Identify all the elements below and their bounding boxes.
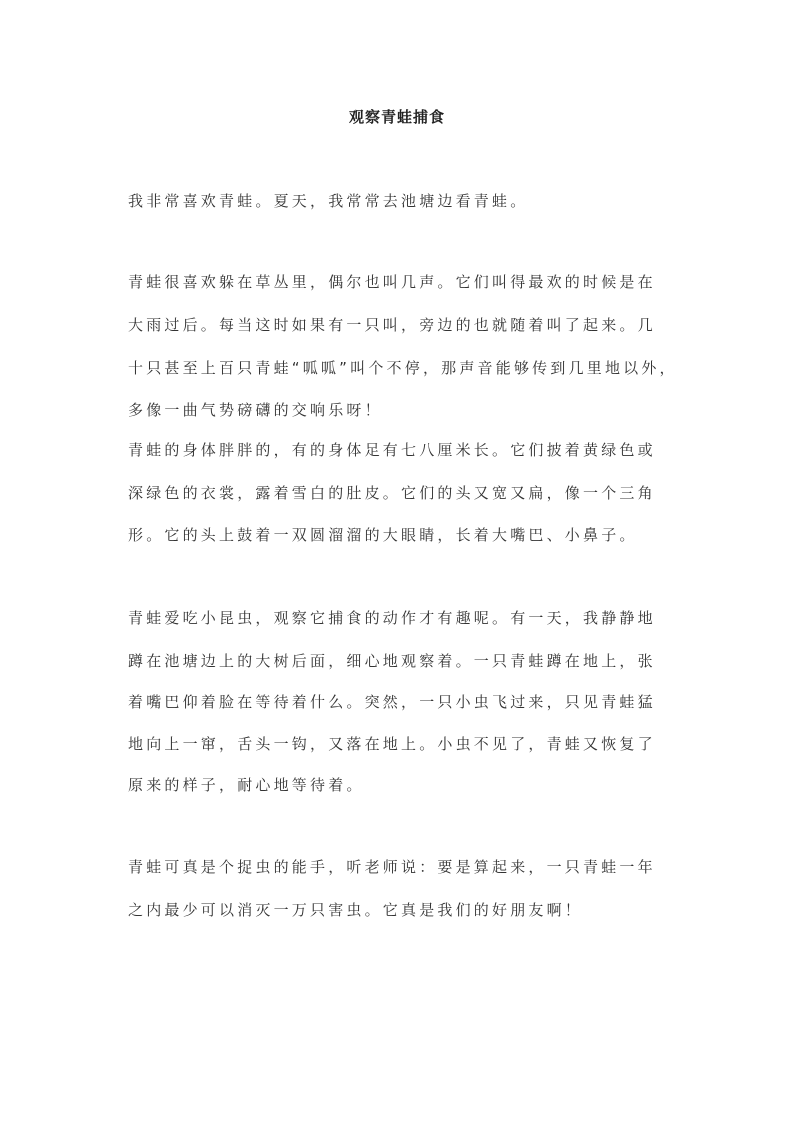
- paragraph-line: 大雨过后。每当这时如果有一只叫，旁边的也就随着叫了起来。几: [128, 316, 656, 334]
- paragraph-line: 着嘴巴仰着脸在等待着什么。突然，一只小虫飞过来，只见青蛙猛: [128, 693, 656, 711]
- paragraph-line: 十只甚至上百只青蛙“呱呱”叫个不停，那声音能够传到几里地以外，: [128, 359, 678, 377]
- paragraph-line: 青蛙的身体胖胖的，有的身体足有七八厘米长。它们披着黄绿色或: [128, 441, 656, 459]
- paragraph-line: 之内最少可以消灭一万只害虫。它真是我们的好朋友啊！: [128, 901, 584, 919]
- paragraph-line: 形。它的头上鼓着一双圆溜溜的大眼睛，长着大嘴巴、小鼻子。: [128, 526, 638, 544]
- essay-title: 观察青蛙捕食: [348, 108, 445, 126]
- paragraph-line: 青蛙可真是个捉虫的能手，听老师说：要是算起来，一只青蛙一年: [128, 858, 656, 876]
- paragraph-line: 青蛙很喜欢躲在草丛里，偶尔也叫几声。它们叫得最欢的时候是在: [128, 273, 656, 291]
- paragraph-line: 多像一曲气势磅礴的交响乐呀！: [128, 401, 383, 419]
- paragraph-line: 青蛙爱吃小昆虫，观察它捕食的动作才有趣呢。有一天，我静静地: [128, 609, 656, 627]
- paragraph-line: 我非常喜欢青蛙。夏天，我常常去池塘边看青蛙。: [128, 192, 529, 210]
- paragraph-line: 蹲在池塘边上的大树后面，细心地观察着。一只青蛙蹲在地上，张: [128, 652, 656, 670]
- paragraph-line: 原来的样子，耐心地等待着。: [128, 776, 365, 794]
- paragraph-line: 深绿色的衣裳，露着雪白的肚皮。它们的头又宽又扁，像一个三角: [128, 484, 656, 502]
- paragraph-line: 地向上一窜，舌头一钩，又落在地上。小虫不见了，青蛙又恢复了: [128, 735, 656, 753]
